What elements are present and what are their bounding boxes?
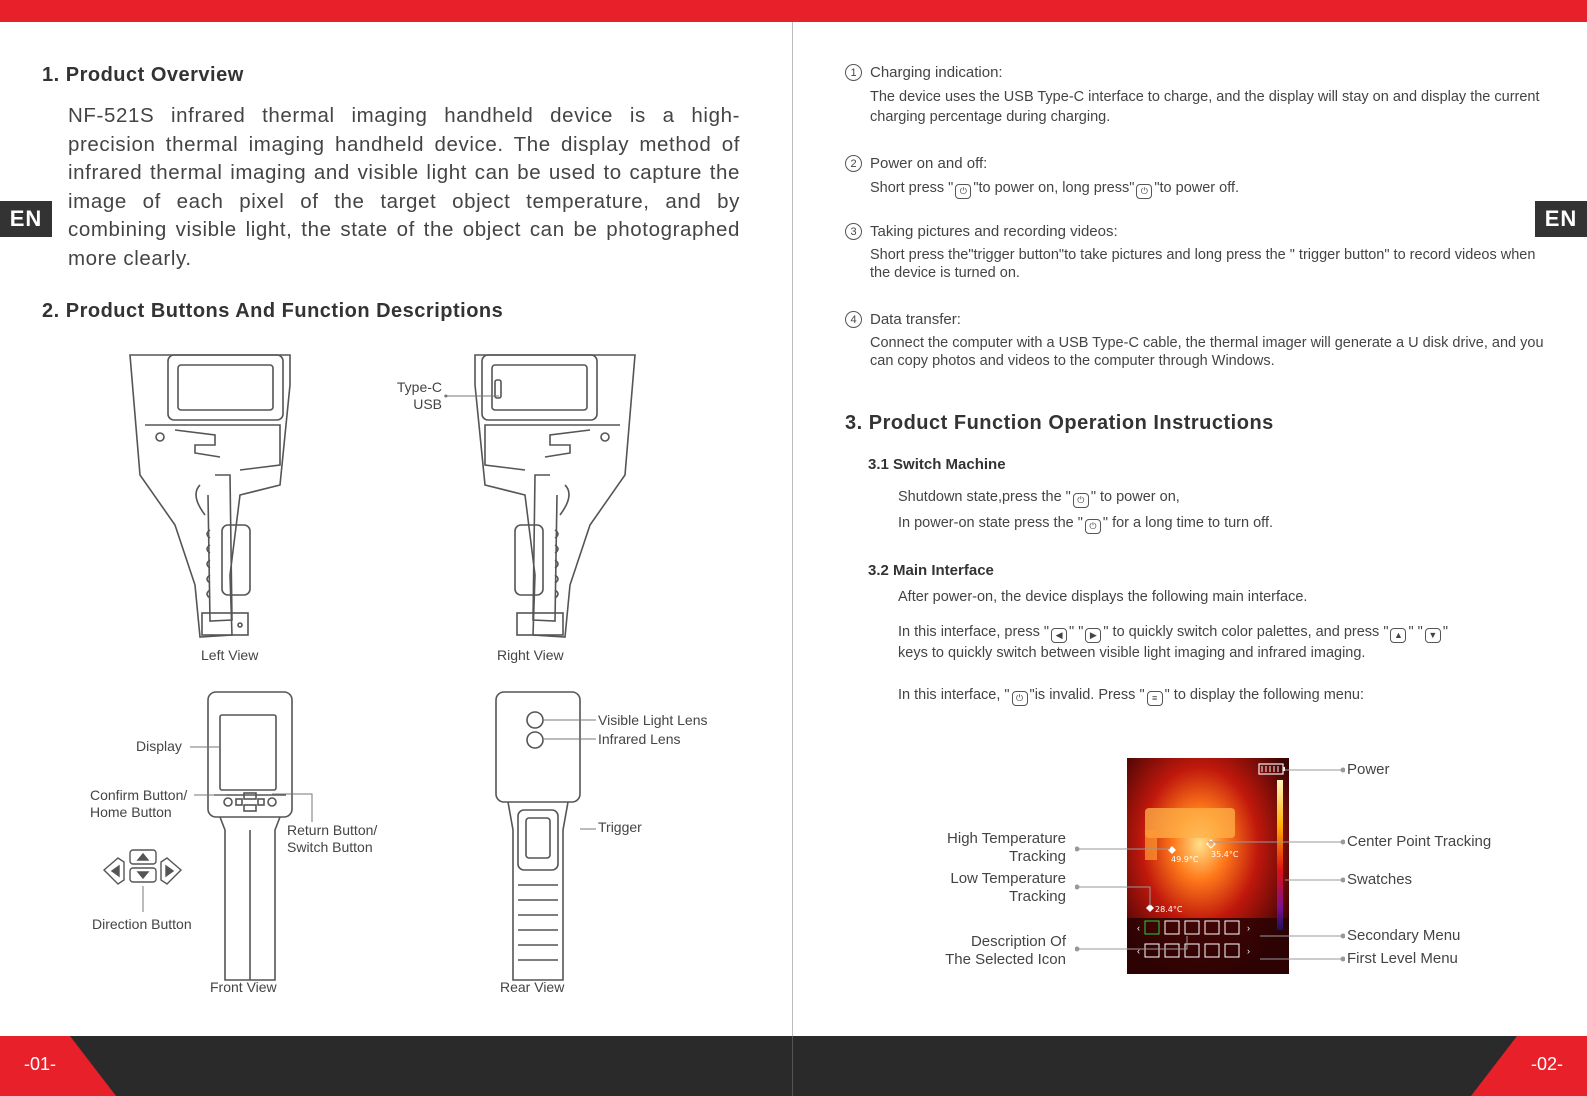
type-c-label: Type-C — [396, 379, 442, 395]
text: Low Temperature — [950, 870, 1066, 887]
switch-line-1 — [898, 487, 1180, 508]
power-button-icon: ⏻ — [1085, 519, 1101, 534]
device-front-view — [200, 690, 300, 985]
svg-text:›: › — [1247, 923, 1250, 933]
text: In this interface, " — [898, 687, 1010, 703]
body-text: Short press " — [870, 180, 954, 196]
item-charging — [845, 64, 1545, 127]
number-circle: 4 — [845, 311, 862, 328]
visible-lens-callout: Visible Light Lens — [598, 712, 708, 728]
text: " " — [1069, 624, 1084, 640]
svg-text:‹: ‹ — [1137, 923, 1140, 933]
display-leader-line — [190, 740, 230, 754]
text: " — [1442, 624, 1448, 640]
power-label: Power — [1347, 761, 1390, 778]
section1-text: NF-521S infrared thermal imaging handheld device is a high-precision thermal imaging handheld device. The display method of infrared thermal imaging and visible light can be used to capture the image of each pixel of the target object temperature, and by combining visible light, the state of the object can be photographed more clearly. — [68, 104, 740, 270]
language-tab-right: EN — [1535, 201, 1587, 237]
confirm-button-label: Confirm Button/ — [90, 787, 188, 803]
power-button-icon: ⏻ — [955, 184, 971, 199]
left-arrow-button-icon: ◀ — [1051, 628, 1067, 643]
text: Tracking — [1009, 848, 1066, 865]
svg-text:‹: ‹ — [1137, 946, 1140, 956]
low-temp-tracking-label — [900, 870, 1066, 906]
type-c-usb-callout — [380, 379, 442, 413]
center-point-label: Center Point Tracking — [1347, 833, 1492, 850]
section2-title: 2. Product Buttons And Function Descriptions — [42, 300, 504, 322]
return-leader-line — [270, 792, 320, 826]
up-arrow-button-icon: ▲ — [1390, 628, 1406, 643]
item-title: Power on and off: — [870, 155, 988, 172]
top-accent-bar — [0, 0, 1587, 22]
secondary-menu-label: Secondary Menu — [1347, 927, 1461, 944]
page-divider — [792, 22, 793, 1036]
main-interface-line-2 — [898, 622, 1448, 643]
menu-button-icon: ≡ — [1147, 691, 1163, 706]
text: Tracking — [1009, 888, 1066, 905]
right-arrow-button-icon: ▶ — [1085, 628, 1101, 643]
section1-title: 1. Product Overview — [42, 64, 244, 86]
footer-bar — [0, 1036, 1587, 1096]
rear-view-label: Rear View — [500, 979, 565, 995]
high-temp-tracking-label — [900, 830, 1066, 866]
swatches-label: Swatches — [1347, 871, 1413, 888]
power-button-icon: ⏻ — [1012, 691, 1028, 706]
left-view-label: Left View — [201, 647, 259, 663]
text: " to display the following menu: — [1164, 687, 1365, 703]
item-power — [845, 155, 1545, 199]
footer-divider — [792, 1036, 793, 1096]
language-tab-left: EN — [0, 201, 52, 237]
text: In power-on state press the " — [898, 515, 1083, 531]
thermal-leader-lines — [1075, 760, 1345, 970]
subsection-3-2-title: 3.2 Main Interface — [868, 562, 994, 579]
usb-label: USB — [413, 396, 442, 412]
type-c-leader-line — [444, 388, 504, 404]
item-body: Connect the computer with a USB Type-C cable, the thermal imager will generate a U disk drive, and you can copy photos and videos to the computer through Windows. — [870, 335, 1544, 369]
device-left-view — [120, 345, 300, 645]
page-number: -02- — [1530, 1054, 1563, 1074]
text: In this interface, press " — [898, 624, 1050, 640]
return-switch-callout — [287, 822, 377, 856]
direction-button-callout: Direction Button — [92, 916, 192, 932]
confirm-home-callout — [90, 787, 187, 821]
right-view-label: Right View — [497, 647, 564, 663]
page-number-left — [0, 1036, 120, 1096]
section3-title: 3. Product Function Operation Instructions — [845, 412, 1274, 434]
text: " " — [1408, 624, 1423, 640]
text: High Temperature — [947, 830, 1066, 847]
power-button-icon: ⏻ — [1136, 184, 1152, 199]
subsection-3-1-title: 3.1 Switch Machine — [868, 456, 1006, 473]
text: " for a long time to turn off. — [1102, 515, 1273, 531]
svg-text:›: › — [1247, 946, 1250, 956]
text: "is invalid. Press " — [1029, 687, 1145, 703]
switch-line-2 — [898, 513, 1273, 534]
item-title: Data transfer: — [870, 311, 961, 328]
home-button-label: Home Button — [90, 804, 172, 820]
item-pictures — [845, 223, 1545, 282]
first-level-menu-label: First Level Menu — [1347, 950, 1458, 967]
front-view-label: Front View — [210, 979, 277, 995]
number-circle: 2 — [845, 155, 862, 172]
main-interface-line-1: After power-on, the device displays the following main interface. — [898, 589, 1308, 605]
low-temp-readout: 28.4°C — [1155, 905, 1183, 914]
switch-button-label: Switch Button — [287, 839, 373, 855]
item-title: Charging indication: — [870, 64, 1003, 81]
text: " to quickly switch color palettes, and press " — [1103, 624, 1389, 640]
page-number-right — [1467, 1036, 1587, 1096]
body-text: "to power on, long press" — [973, 180, 1135, 196]
power-button-icon: ⏻ — [1073, 493, 1089, 508]
infrared-lens-callout: Infrared Lens — [598, 731, 681, 747]
text: The Selected Icon — [945, 951, 1066, 968]
main-interface-line-3: keys to quickly switch between visible light imaging and infrared imaging. — [898, 645, 1366, 661]
text: Shutdown state,press the " — [898, 489, 1071, 505]
item-body: Short press the"trigger button"to take pictures and long press the " trigger button" to record videos when the device is turned on. — [870, 247, 1536, 281]
display-callout: Display — [136, 738, 182, 754]
item-body: The device uses the USB Type-C interface to charge, and the display will stay on and display the current charging percentage during charging. — [870, 89, 1540, 125]
text: Description Of — [970, 933, 1066, 950]
text: " to power on, — [1090, 489, 1180, 505]
main-interface-line-4 — [898, 685, 1364, 706]
down-arrow-button-icon: ▼ — [1425, 628, 1441, 643]
number-circle: 1 — [845, 64, 862, 81]
body-text: "to power off. — [1154, 180, 1240, 196]
rear-leader-lines — [540, 712, 600, 837]
item-body — [870, 178, 1545, 199]
confirm-leader-line — [194, 788, 234, 802]
page-number: -01- — [24, 1054, 57, 1074]
center-temp-readout: 35.4°C — [1211, 850, 1239, 859]
item-title: Taking pictures and recording videos: — [870, 223, 1118, 240]
return-button-label: Return Button/ — [287, 822, 378, 838]
high-temp-readout: 49.9°C — [1171, 855, 1199, 864]
item-data-transfer — [845, 311, 1545, 370]
trigger-callout: Trigger — [598, 819, 642, 835]
direction-leader-line — [140, 886, 150, 914]
selected-icon-description-label — [900, 933, 1066, 969]
number-circle: 3 — [845, 223, 862, 240]
